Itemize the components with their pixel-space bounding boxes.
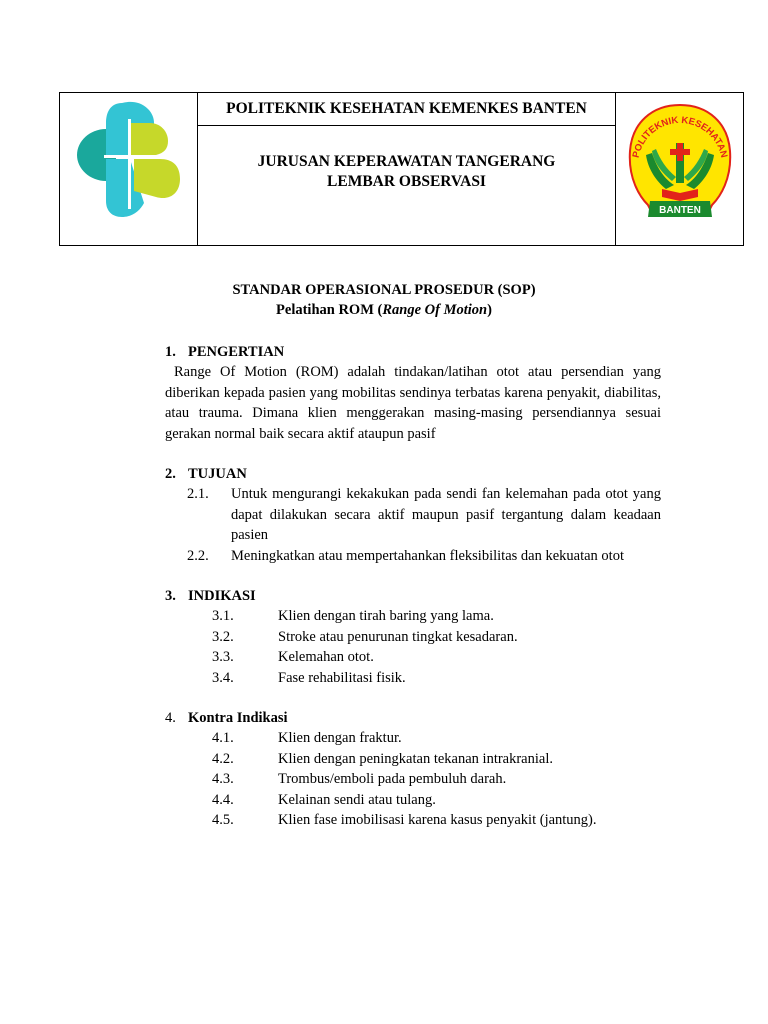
item-text: Stroke atau penurunan tingkat kesadaran. [278, 628, 518, 645]
pengertian-text: Range Of Motion (ROM) adalah tindakan/latihan otot atau persendian yang diberikan kepada pasien yang mobilitas sendinya terbatas karena penyakit, diabilitas, atau trauma. Dimana klien menggerakan masing-masing persendiannya sesuai gerakan normal baik secara aktif ataupun pasif [165, 364, 661, 442]
item-text: Trombus/emboli pada pembuluh darah. [278, 771, 507, 787]
item-text: Klien dengan peningkatan tekanan intrakranial. [278, 750, 553, 767]
section-number: 1. [165, 344, 176, 360]
item-text: Fase rehabilitasi fisik. [278, 669, 406, 686]
item-number: 3.4. [212, 669, 234, 686]
list-item [165, 606, 661, 627]
item-text: Meningkatkan atau mempertahankan fleksibilitas dan kekuatan otot [231, 547, 624, 564]
item-text: Klien dengan tirah baring yang lama. [278, 608, 494, 624]
poltekkes-seal [616, 93, 743, 240]
tujuan-list [165, 484, 661, 566]
kemenkes-logo [60, 93, 197, 240]
section-heading-kontra [165, 708, 661, 728]
list-item [165, 484, 661, 546]
item-number: 2.1. [187, 486, 209, 502]
item-text: Kelainan sendi atau tulang. [278, 791, 436, 808]
header-divider [198, 125, 615, 126]
item-number: 4.4. [212, 791, 234, 808]
sop-subtitle-italic: Range Of Motion [382, 302, 488, 318]
section-heading-tujuan [165, 464, 661, 484]
item-number: 4.2. [212, 750, 234, 767]
sop-subtitle [0, 300, 768, 320]
item-text: Klien dengan fraktur. [278, 730, 402, 746]
sop-subtitle-suffix: ) [487, 302, 492, 318]
item-number: 3.2. [212, 628, 234, 645]
seal-bottom-text: BANTEN [659, 205, 701, 216]
section-number: 3. [165, 588, 176, 604]
item-number: 2.2. [187, 547, 209, 564]
section-title: PENGERTIAN [188, 344, 285, 360]
item-text: Kelemahan otot. [278, 649, 374, 665]
list-item [165, 668, 661, 689]
indikasi-list [165, 606, 661, 688]
department-block [198, 152, 615, 192]
list-item [165, 790, 661, 811]
list-item [165, 769, 661, 790]
section-title: Kontra Indikasi [188, 710, 288, 726]
section-title: TUJUAN [188, 466, 247, 482]
seal-cell [616, 93, 744, 246]
seal-top-text: POLITEKNIK KESEHATAN [630, 114, 730, 159]
sop-subtitle-prefix: Pelatihan ROM ( [276, 302, 383, 318]
form-title: LEMBAR OBSERVASI [327, 173, 486, 190]
list-item [165, 810, 661, 831]
item-text: Klien fase imobilisasi karena kasus penyakit (jantung). [278, 812, 597, 828]
list-item [165, 728, 661, 749]
list-item [165, 546, 661, 567]
kemenkes-logo-cell [60, 93, 198, 246]
institution-name: POLITEKNIK KESEHATAN KEMENKES BANTEN [226, 100, 587, 117]
section-heading-pengertian [165, 342, 661, 362]
section-title: INDIKASI [188, 588, 256, 604]
sop-title-block [0, 280, 768, 320]
sop-content [165, 342, 661, 831]
item-number: 4.3. [212, 771, 234, 787]
list-item [165, 627, 661, 648]
section-heading-indikasi [165, 586, 661, 606]
list-item [165, 647, 661, 668]
sop-title: STANDAR OPERASIONAL PROSEDUR (SOP) [232, 282, 536, 298]
department-name: JURUSAN KEPERAWATAN TANGERANG [257, 153, 556, 170]
list-item [165, 749, 661, 770]
item-number: 3.1. [212, 608, 234, 624]
header-table [59, 92, 744, 246]
item-number: 4.1. [212, 730, 234, 746]
section-number: 2. [165, 466, 176, 482]
section-number: 4. [165, 710, 176, 726]
item-text: Untuk mengurangi kekakukan pada sendi fan kelemahan pada otot yang dapat dilakukan secara aktif maupun pasif tergantung dalam keadaan pasien [231, 486, 661, 543]
item-number: 3.3. [212, 649, 234, 665]
header-title-cell [198, 93, 616, 246]
item-number: 4.5. [212, 812, 234, 828]
kontra-list [165, 728, 661, 831]
